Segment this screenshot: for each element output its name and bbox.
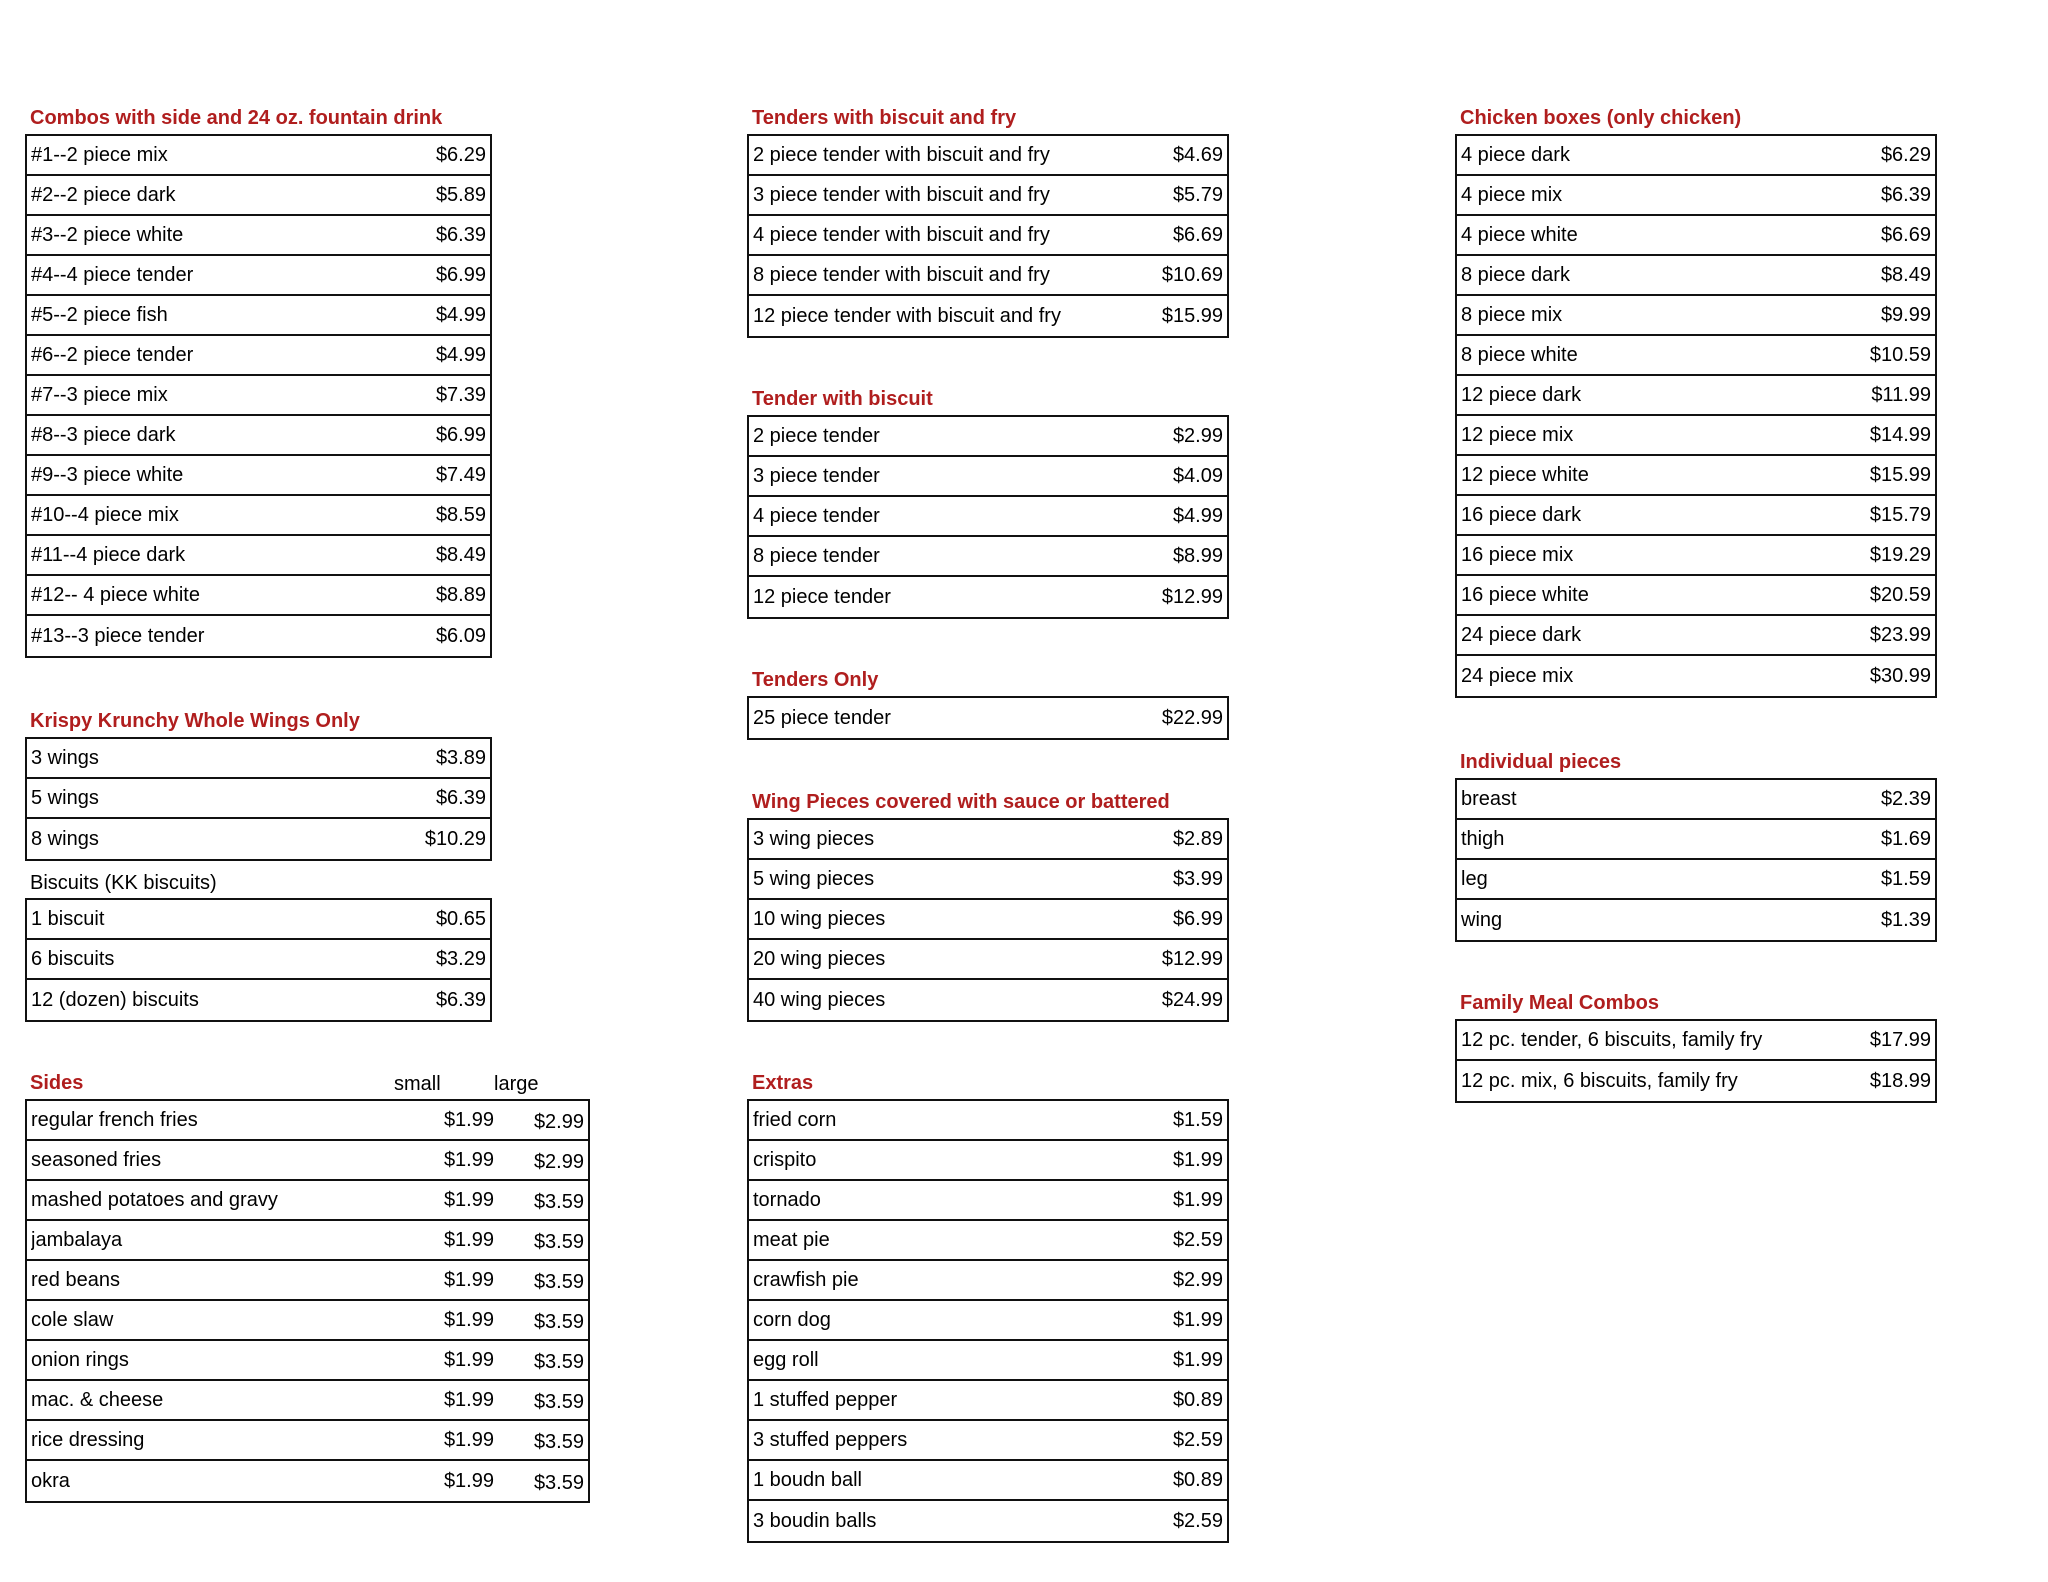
item-name: 1 stuffed pepper xyxy=(753,1388,898,1411)
item-name: #6--2 piece tender xyxy=(31,343,194,366)
item-name: #1--2 piece mix xyxy=(31,143,168,166)
menu-row xyxy=(27,1261,588,1301)
item-name: 5 wings xyxy=(31,786,99,809)
item-name: #12-- 4 piece white xyxy=(31,583,200,606)
item-price: $6.39 xyxy=(435,223,486,246)
menu-row xyxy=(27,336,490,376)
menu-row xyxy=(749,900,1227,940)
item-name: 16 piece white xyxy=(1461,583,1589,606)
menu-row xyxy=(27,176,490,216)
small-price: $1.99 xyxy=(443,1428,494,1451)
item-price: $3.99 xyxy=(1172,867,1223,890)
menu-row xyxy=(27,980,490,1020)
item-price: $10.69 xyxy=(1161,263,1223,286)
item-price: $19.29 xyxy=(1869,543,1931,566)
item-name: 25 piece tender xyxy=(753,706,891,729)
item-price: $2.59 xyxy=(1172,1228,1223,1251)
item-name: 40 wing pieces xyxy=(753,988,886,1011)
item-name: 12 piece white xyxy=(1461,463,1589,486)
item-price: $6.69 xyxy=(1172,223,1223,246)
individual-table xyxy=(1455,778,1937,942)
item-price: $12.99 xyxy=(1161,947,1223,970)
item-price: $6.99 xyxy=(435,263,486,286)
item-name: 10 wing pieces xyxy=(753,907,886,930)
item-price: $4.99 xyxy=(435,303,486,326)
combos-title: Combos with side and 24 oz. fountain drink xyxy=(30,107,443,129)
menu-row xyxy=(27,416,490,456)
item-price: $5.79 xyxy=(1172,183,1223,206)
large-price: $2.99 xyxy=(533,1110,584,1133)
menu-row xyxy=(749,1301,1227,1341)
item-name: rice dressing xyxy=(31,1428,145,1451)
item-name: #9--3 piece white xyxy=(31,463,184,486)
family-title: Family Meal Combos xyxy=(1460,992,1659,1014)
item-price: $14.99 xyxy=(1869,423,1931,446)
large-price: $3.59 xyxy=(533,1190,584,1213)
item-price: $4.09 xyxy=(1172,464,1223,487)
item-name: 3 piece tender xyxy=(753,464,880,487)
item-name: 24 piece dark xyxy=(1461,623,1582,646)
item-price: $11.99 xyxy=(1871,383,1931,406)
menu-row xyxy=(27,1141,588,1181)
item-price: $6.99 xyxy=(435,423,486,446)
menu-row xyxy=(27,1421,588,1461)
item-price: $0.89 xyxy=(1172,1388,1223,1411)
menu-row xyxy=(27,779,490,819)
menu-row xyxy=(1457,780,1935,820)
menu-row xyxy=(27,376,490,416)
item-name: thigh xyxy=(1461,827,1505,850)
item-name: 3 wing pieces xyxy=(753,827,875,850)
item-price: $17.99 xyxy=(1869,1028,1931,1051)
menu-row xyxy=(1457,820,1935,860)
item-price: $2.59 xyxy=(1172,1428,1223,1451)
menu-row xyxy=(749,256,1227,296)
item-price: $4.69 xyxy=(1172,143,1223,166)
menu-row xyxy=(27,1101,588,1141)
menu-row xyxy=(749,296,1227,336)
menu-row xyxy=(27,576,490,616)
item-price: $18.99 xyxy=(1869,1069,1931,1092)
large-price: $3.59 xyxy=(533,1230,584,1253)
menu-row xyxy=(27,1181,588,1221)
item-name: regular french fries xyxy=(31,1108,198,1131)
menu-row xyxy=(749,1421,1227,1461)
item-name: #8--3 piece dark xyxy=(31,423,176,446)
item-name: 12 pc. mix, 6 biscuits, family fry xyxy=(1461,1069,1738,1092)
item-price: $24.99 xyxy=(1161,988,1223,1011)
menu-row xyxy=(27,1461,588,1501)
tenders-fry-title: Tenders with biscuit and fry xyxy=(752,107,1017,129)
item-price: $1.99 xyxy=(1172,1308,1223,1331)
large-price: $2.99 xyxy=(533,1150,584,1173)
item-name: 12 piece mix xyxy=(1461,423,1574,446)
item-name: 16 piece mix xyxy=(1461,543,1574,566)
item-name: 20 wing pieces xyxy=(753,947,886,970)
small-price: $1.99 xyxy=(443,1268,494,1291)
item-price: $3.89 xyxy=(435,746,486,769)
item-price: $12.99 xyxy=(1161,585,1223,608)
item-name: 5 wing pieces xyxy=(753,867,875,890)
menu-row xyxy=(1457,656,1935,696)
large-price: $3.59 xyxy=(533,1471,584,1494)
item-name: 4 piece tender xyxy=(753,504,880,527)
item-name: 8 piece tender xyxy=(753,544,880,567)
item-name: seasoned fries xyxy=(31,1148,162,1171)
item-name: fried corn xyxy=(753,1108,837,1131)
menu-row xyxy=(749,698,1227,738)
item-name: 2 piece tender xyxy=(753,424,880,447)
menu-row xyxy=(749,176,1227,216)
item-name: 4 piece white xyxy=(1461,223,1578,246)
menu-row xyxy=(1457,336,1935,376)
item-name: 4 piece mix xyxy=(1461,183,1563,206)
item-name: 3 piece tender with biscuit and fry xyxy=(753,183,1050,206)
combos-table xyxy=(25,134,492,658)
item-price: $2.99 xyxy=(1172,424,1223,447)
menu-row xyxy=(27,296,490,336)
item-name: 8 piece mix xyxy=(1461,303,1563,326)
item-name: breast xyxy=(1461,787,1517,810)
menu-row xyxy=(749,1501,1227,1541)
menu-row xyxy=(749,537,1227,577)
item-name: 8 piece tender with biscuit and fry xyxy=(753,263,1050,286)
item-price: $7.49 xyxy=(435,463,486,486)
item-price: $1.59 xyxy=(1172,1108,1223,1131)
tender-biscuit-table xyxy=(747,415,1229,619)
menu-row xyxy=(1457,860,1935,900)
large-price: $3.59 xyxy=(533,1430,584,1453)
item-price: $3.29 xyxy=(435,947,486,970)
small-price: $1.99 xyxy=(443,1108,494,1131)
item-name: tornado xyxy=(753,1188,821,1211)
biscuits-title: Biscuits (KK biscuits) xyxy=(30,872,217,894)
large-price: $3.59 xyxy=(533,1390,584,1413)
item-price: $23.99 xyxy=(1869,623,1931,646)
sides-title: Sides xyxy=(30,1072,84,1094)
item-price: $8.89 xyxy=(435,583,486,606)
menu-row xyxy=(1457,900,1935,940)
item-price: $2.89 xyxy=(1172,827,1223,850)
small-price: $1.99 xyxy=(443,1308,494,1331)
menu-row xyxy=(1457,1021,1935,1061)
item-price: $8.49 xyxy=(1880,263,1931,286)
item-name: crawfish pie xyxy=(753,1268,859,1291)
sides-large-header: large xyxy=(494,1073,539,1095)
menu-row xyxy=(749,1461,1227,1501)
item-price: $7.39 xyxy=(435,383,486,406)
item-price: $6.29 xyxy=(435,143,486,166)
item-price: $8.59 xyxy=(435,503,486,526)
item-price: $8.99 xyxy=(1172,544,1223,567)
item-name: 12 pc. tender, 6 biscuits, family fry xyxy=(1461,1028,1763,1051)
item-name: 3 boudin balls xyxy=(753,1509,877,1532)
item-name: mac. & cheese xyxy=(31,1388,164,1411)
item-price: $15.79 xyxy=(1869,503,1931,526)
menu-row xyxy=(1457,616,1935,656)
menu-row xyxy=(1457,576,1935,616)
item-name: 6 biscuits xyxy=(31,947,115,970)
menu-row xyxy=(27,1381,588,1421)
item-name: #3--2 piece white xyxy=(31,223,184,246)
item-price: $9.99 xyxy=(1880,303,1931,326)
biscuits-table xyxy=(25,898,492,1022)
tenders-only-title: Tenders Only xyxy=(752,669,879,691)
item-price: $6.99 xyxy=(1172,907,1223,930)
item-name: #10--4 piece mix xyxy=(31,503,179,526)
item-name: egg roll xyxy=(753,1348,819,1371)
item-price: $2.59 xyxy=(1172,1509,1223,1532)
item-price: $30.99 xyxy=(1869,664,1931,687)
sides-small-header: small xyxy=(394,1073,441,1095)
menu-row xyxy=(27,136,490,176)
item-price: $22.99 xyxy=(1161,706,1223,729)
menu-row xyxy=(749,980,1227,1020)
small-price: $1.99 xyxy=(443,1388,494,1411)
item-name: mashed potatoes and gravy xyxy=(31,1188,278,1211)
item-price: $1.99 xyxy=(1172,1148,1223,1171)
item-price: $10.29 xyxy=(424,827,486,850)
menu-row xyxy=(1457,496,1935,536)
extras-title: Extras xyxy=(752,1072,814,1094)
item-name: crispito xyxy=(753,1148,817,1171)
item-price: $0.65 xyxy=(435,907,486,930)
small-price: $1.99 xyxy=(443,1228,494,1251)
menu-row xyxy=(749,136,1227,176)
item-name: 12 (dozen) biscuits xyxy=(31,988,199,1011)
wing-pieces-table xyxy=(747,818,1229,1022)
chicken-boxes-title: Chicken boxes (only chicken) xyxy=(1460,107,1742,129)
menu-row xyxy=(27,216,490,256)
large-price: $3.59 xyxy=(533,1310,584,1333)
item-name: 3 wings xyxy=(31,746,99,769)
small-price: $1.99 xyxy=(443,1348,494,1371)
item-name: 4 piece dark xyxy=(1461,143,1570,166)
item-price: $0.89 xyxy=(1172,1468,1223,1491)
tender-biscuit-title: Tender with biscuit xyxy=(752,388,933,410)
menu-row xyxy=(27,456,490,496)
item-price: $8.49 xyxy=(435,543,486,566)
item-price: $1.59 xyxy=(1880,867,1931,890)
item-price: $6.29 xyxy=(1880,143,1931,166)
menu-row xyxy=(1457,416,1935,456)
chicken-boxes-table xyxy=(1455,134,1937,698)
menu-row xyxy=(27,940,490,980)
menu-row xyxy=(27,616,490,656)
menu-row xyxy=(749,1381,1227,1421)
menu-row xyxy=(27,496,490,536)
menu-row xyxy=(749,1341,1227,1381)
item-name: #11--4 piece dark xyxy=(31,543,186,566)
menu-row xyxy=(749,577,1227,617)
menu-row xyxy=(27,1341,588,1381)
menu-row xyxy=(749,1261,1227,1301)
menu-row xyxy=(749,1221,1227,1261)
item-price: $4.99 xyxy=(1172,504,1223,527)
item-name: 2 piece tender with biscuit and fry xyxy=(753,143,1050,166)
wing-pieces-title: Wing Pieces covered with sauce or battered xyxy=(752,791,1170,813)
sides-table xyxy=(25,1099,590,1503)
menu-row xyxy=(27,1301,588,1341)
menu-row xyxy=(749,497,1227,537)
item-price: $1.69 xyxy=(1880,827,1931,850)
item-name: onion rings xyxy=(31,1348,129,1371)
item-name: leg xyxy=(1461,867,1488,890)
item-price: $15.99 xyxy=(1161,304,1223,327)
item-price: $6.69 xyxy=(1880,223,1931,246)
menu-row xyxy=(749,1181,1227,1221)
menu-row xyxy=(749,417,1227,457)
item-name: 12 piece dark xyxy=(1461,383,1582,406)
item-name: cole slaw xyxy=(31,1308,114,1331)
menu-row xyxy=(1457,456,1935,496)
item-price: $20.59 xyxy=(1869,583,1931,606)
item-price: $6.09 xyxy=(435,624,486,647)
item-name: #13--3 piece tender xyxy=(31,624,205,647)
small-price: $1.99 xyxy=(443,1148,494,1171)
menu-row xyxy=(749,457,1227,497)
item-name: #7--3 piece mix xyxy=(31,383,168,406)
item-price: $6.39 xyxy=(435,988,486,1011)
menu-row xyxy=(1457,536,1935,576)
menu-row xyxy=(27,819,490,859)
item-name: 16 piece dark xyxy=(1461,503,1582,526)
item-price: $6.39 xyxy=(435,786,486,809)
large-price: $3.59 xyxy=(533,1270,584,1293)
item-name: #5--2 piece fish xyxy=(31,303,168,326)
menu-row xyxy=(1457,176,1935,216)
menu-row xyxy=(27,536,490,576)
item-name: #2--2 piece dark xyxy=(31,183,176,206)
menu-row xyxy=(749,860,1227,900)
item-name: 24 piece mix xyxy=(1461,664,1574,687)
menu-row xyxy=(1457,136,1935,176)
menu-row xyxy=(749,1101,1227,1141)
item-price: $10.59 xyxy=(1869,343,1931,366)
item-name: corn dog xyxy=(753,1308,831,1331)
menu-row xyxy=(27,739,490,779)
tenders-fry-table xyxy=(747,134,1229,338)
small-price: $1.99 xyxy=(443,1188,494,1211)
wings-title: Krispy Krunchy Whole Wings Only xyxy=(30,710,360,732)
item-name: 12 piece tender with biscuit and fry xyxy=(753,304,1061,327)
item-price: $2.99 xyxy=(1172,1268,1223,1291)
menu-row xyxy=(1457,376,1935,416)
item-price: $4.99 xyxy=(435,343,486,366)
item-name: 1 biscuit xyxy=(31,907,105,930)
item-price: $1.99 xyxy=(1172,1188,1223,1211)
item-name: 1 boudn ball xyxy=(753,1468,862,1491)
item-name: #4--4 piece tender xyxy=(31,263,194,286)
item-name: meat pie xyxy=(753,1228,830,1251)
menu-row xyxy=(749,216,1227,256)
small-price: $1.99 xyxy=(443,1469,494,1492)
menu-row xyxy=(27,900,490,940)
individual-title: Individual pieces xyxy=(1460,751,1622,773)
item-name: 8 piece dark xyxy=(1461,263,1570,286)
item-name: 12 piece tender xyxy=(753,585,891,608)
item-name: 4 piece tender with biscuit and fry xyxy=(753,223,1050,246)
item-name: 8 piece white xyxy=(1461,343,1578,366)
item-name: 3 stuffed peppers xyxy=(753,1428,908,1451)
menu-row xyxy=(1457,1061,1935,1101)
item-name: jambalaya xyxy=(31,1228,123,1251)
menu-row xyxy=(27,1221,588,1261)
menu-row xyxy=(749,820,1227,860)
menu-row xyxy=(1457,296,1935,336)
item-price: $5.89 xyxy=(435,183,486,206)
large-price: $3.59 xyxy=(533,1350,584,1373)
item-price: $1.99 xyxy=(1172,1348,1223,1371)
item-name: wing xyxy=(1461,908,1503,931)
item-price: $1.39 xyxy=(1880,908,1931,931)
item-price: $15.99 xyxy=(1869,463,1931,486)
extras-table xyxy=(747,1099,1229,1543)
item-price: $2.39 xyxy=(1880,787,1931,810)
item-name: 8 wings xyxy=(31,827,99,850)
item-name: okra xyxy=(31,1469,70,1492)
tenders-only-table xyxy=(747,696,1229,740)
family-table xyxy=(1455,1019,1937,1103)
menu-row xyxy=(1457,256,1935,296)
menu-row xyxy=(27,256,490,296)
item-price: $6.39 xyxy=(1880,183,1931,206)
menu-row xyxy=(749,1141,1227,1181)
wings-table xyxy=(25,737,492,861)
menu-row xyxy=(1457,216,1935,256)
item-name: red beans xyxy=(31,1268,120,1291)
menu-row xyxy=(749,940,1227,980)
